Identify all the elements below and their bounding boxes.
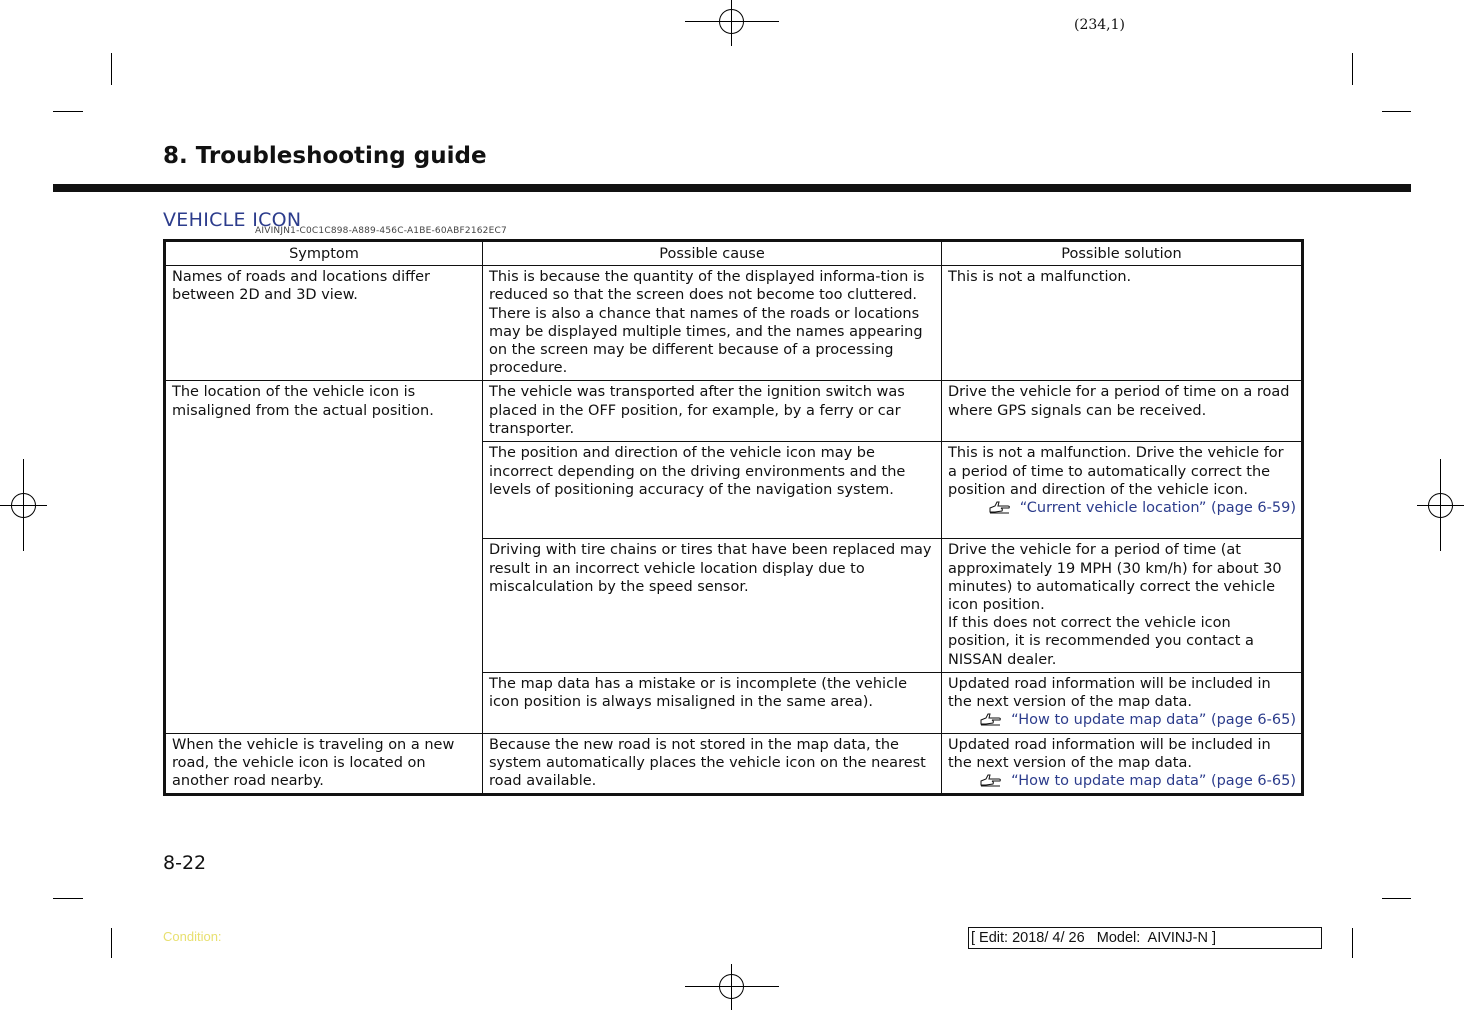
cause-cell: The vehicle was transported after the ignition switch was placed in the OFF position, for example, by a ferry or car transporter. [483, 381, 942, 442]
crop-mark [1382, 898, 1411, 899]
condition-label: Condition: [163, 929, 222, 944]
crop-mark [111, 928, 112, 958]
table-row [165, 381, 1303, 442]
solution-text: This is not a malfunction. Drive the vehicle for a period of time to automatically correct the position and direction of the vehicle icon. [948, 445, 1284, 498]
section-id: AIVINJN1-C0C1C898-A889-456C-A1BE-60ABF2162EC7 [255, 226, 507, 236]
registration-mark [719, 974, 744, 999]
solution-text: Drive the vehicle for a period of time (at approximately 19 MPH (30 km/h) for about 30 minutes) to automatically correct the vehicle icon position. [948, 542, 1282, 614]
registration-mark [719, 9, 744, 34]
reference-text: “Current vehicle location” (page 6-59) [1019, 500, 1296, 517]
header-rule [53, 184, 1411, 192]
column-header-cause: Possible cause [483, 241, 942, 266]
solution-text: Updated road information will be included in the next version of the map data. [948, 736, 1271, 772]
column-header-solution: Possible solution [942, 241, 1303, 266]
cause-cell: Driving with tire chains or tires that have been replaced may result in an incorrect vehicle location display due to miscalculation by the speed sensor. [483, 539, 942, 672]
crop-mark [1382, 111, 1411, 112]
solution-cell [942, 539, 1303, 672]
pointing-hand-icon [989, 500, 1011, 514]
crop-mark [53, 111, 83, 112]
solution-cell [942, 442, 1303, 539]
crop-mark [1352, 928, 1353, 958]
reference-text: “How to update map data” (page 6-65) [1011, 773, 1296, 790]
cause-cell: This is because the quantity of the displayed informa-tion is reduced so that the screen does not become too cluttered. There is also a chance that names of the roads or locations may be displayed multiple times, and the names appearing on the screen may be different because of a processing procedure. [483, 266, 942, 381]
troubleshooting-table [163, 239, 1304, 796]
crop-mark [1352, 53, 1353, 85]
cause-cell: Because the new road is not stored in the map data, the system automatically places the vehicle icon on the nearest road available. [483, 733, 942, 795]
symptom-cell: The location of the vehicle icon is misaligned from the actual position. [165, 381, 483, 733]
symptom-cell: Names of roads and locations differ between 2D and 3D view. [165, 266, 483, 381]
page-reference-link[interactable] [948, 711, 1296, 729]
symptom-cell: When the vehicle is traveling on a new road, the vehicle icon is located on another road nearby. [165, 733, 483, 795]
registration-mark [1428, 493, 1453, 518]
table-header-row [165, 241, 1303, 266]
solution-cell [942, 733, 1303, 795]
page-number: 8-22 [163, 852, 207, 874]
reference-text: “How to update map data” (page 6-65) [1011, 712, 1296, 729]
chapter-title: 8. Troubleshooting guide [163, 143, 487, 169]
pointing-hand-icon [980, 773, 1002, 787]
page-reference-link[interactable] [948, 772, 1296, 790]
pointing-hand-icon [980, 712, 1002, 726]
solution-cell: Drive the vehicle for a period of time on a road where GPS signals can be received. [942, 381, 1303, 442]
column-header-symptom: Symptom [165, 241, 483, 266]
table-row [165, 733, 1303, 795]
registration-mark [11, 493, 36, 518]
solution-cell [942, 672, 1303, 733]
page-code: (234,1) [1074, 17, 1126, 33]
crop-mark [111, 53, 112, 85]
cause-cell: The map data has a mistake or is incomplete (the vehicle icon position is always misaligned in the same area). [483, 672, 942, 733]
page-reference-link[interactable] [948, 499, 1296, 517]
cause-cell: The position and direction of the vehicle icon may be incorrect depending on the driving environments and the levels of positioning accuracy of the navigation system. [483, 442, 942, 539]
table-row [165, 266, 1303, 381]
section-title: VEHICLE ICON [163, 209, 302, 231]
solution-extra-text: If this does not correct the vehicle icon position, it is recommended you contact a NISSAN dealer. [948, 615, 1254, 668]
solution-cell: This is not a malfunction. [942, 266, 1303, 381]
edit-info-box: [ Edit: 2018/ 4/ 26 Model: AIVINJ-N ] [968, 927, 1322, 949]
crop-mark [53, 898, 83, 899]
solution-text: Updated road information will be included in the next version of the map data. [948, 675, 1271, 711]
